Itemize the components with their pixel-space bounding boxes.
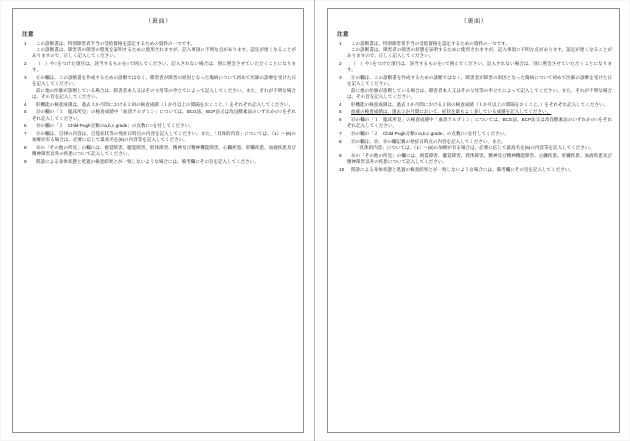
note-line: 前に他の医師が診断している場合は、障害者本人又はその父母等の申立てによって記入してください。また、それが不明な場合は、その旨を記入してください。 bbox=[347, 87, 612, 99]
note-number: 4 bbox=[24, 101, 27, 107]
note-text bbox=[347, 153, 612, 165]
list-item bbox=[21, 131, 296, 143]
note-line: ⑥の欄は、この診断書を作成するための診断ではなく、障害者が障害の原因となった傷病について初めて医師の診療を受けた日を記入してください。 bbox=[347, 75, 612, 87]
note-number: 8 bbox=[24, 145, 27, 151]
list-item bbox=[21, 145, 296, 157]
list-item bbox=[336, 75, 612, 100]
note-number: 8 bbox=[339, 139, 342, 144]
list-item bbox=[21, 123, 296, 129]
note-line: 「具体的内容」については、（1）～(6)の加療が有る場合は、必要に応じて最高名を(6)の内容等を記入してください。 bbox=[355, 145, 595, 151]
note-line: （ ）や○をつけた項目は、該当するものを○で囲んでください。記入されない場合は、別に照会させていただくことになります。 bbox=[347, 61, 612, 73]
note-text bbox=[347, 41, 612, 60]
note-line: ⑯の「その他の所見」の欄には、視覚障害、聴覚障害、肢体障害、精神及び精神機能障害、心臓疾患、肝臓疾患、血液疾患及び精神障害以外の疾患について記入してください。 bbox=[32, 145, 296, 157]
note-number: 5 bbox=[24, 109, 27, 115]
note-number: 7 bbox=[24, 131, 27, 137]
list-item bbox=[21, 75, 296, 100]
note-text bbox=[347, 61, 612, 73]
note-number: 2 bbox=[24, 61, 27, 67]
note-line: 血液の検査成績は、過去３か月間において、症状を最もよく表している成績を記入してください。 bbox=[351, 109, 552, 115]
note-number: 5 bbox=[339, 109, 342, 115]
note-number: 6 bbox=[24, 123, 27, 129]
note-line: ⑬の欄の「１ 臨床所見」の検査成績中「血清アルブミン」については、BCG法、BCP法又は改良酵素法のいずれかの○をそれぞれ記入してください。 bbox=[32, 109, 296, 121]
note-text bbox=[32, 159, 296, 165]
list-item bbox=[21, 61, 296, 73]
note-text bbox=[32, 131, 296, 143]
list-item bbox=[21, 41, 296, 60]
list-item bbox=[336, 131, 612, 137]
note-number: 3 bbox=[339, 75, 342, 81]
note-text bbox=[347, 102, 612, 108]
list-item bbox=[336, 109, 612, 115]
list-item bbox=[21, 159, 296, 165]
note-text bbox=[32, 41, 296, 60]
note-text bbox=[32, 109, 296, 121]
note-text bbox=[347, 131, 612, 137]
page-right-frame bbox=[327, 8, 620, 433]
note-number: 1 bbox=[24, 41, 27, 46]
note-line: ⑭の欄の「２ Child-Pugh分類のa,b,c grade」の点数に○を付してください。 bbox=[36, 123, 194, 129]
list-item bbox=[336, 167, 612, 173]
note-number: 9 bbox=[339, 153, 342, 158]
note-number: 9 bbox=[24, 159, 27, 165]
note-line: ⑭の欄の「２ Child-Pugh分類のa,b,c grade」の点数に○を付してください。 bbox=[351, 131, 509, 137]
list-item bbox=[336, 117, 612, 129]
list-item bbox=[336, 41, 612, 60]
page-right-notes-list bbox=[336, 41, 612, 173]
note-line: ⑮の欄は、⑬、⑭の欄記載の発症日時点の内容を記入してください。また、 bbox=[351, 139, 506, 144]
note-text bbox=[32, 123, 296, 129]
page-left-notes-title: 注意 bbox=[22, 32, 34, 38]
note-line: ⑬の欄の「１ 臨床所見」の検査成績中「血清アルブミン」については、BCG法、BCP法又は改良酵素法のいずれかの○をそれぞれ記入してください。 bbox=[347, 117, 612, 129]
note-text bbox=[32, 75, 296, 100]
note-line: この診断書は、特別障害者手当の受給資格を認定するための資料の一つです。 bbox=[36, 41, 195, 46]
list-item bbox=[21, 102, 296, 108]
note-text bbox=[32, 145, 296, 157]
note-line: 問診による身体状態と処置の検査結果とが一致しないような場合には、備考欄にその旨を記入してください。 bbox=[36, 159, 259, 165]
page-left-frame bbox=[12, 8, 304, 433]
note-line: 肝機能の検査成績は、過去３か月間における２回の検査成績（１か月以上の間隔をおくこと。）をそれぞれ記入してください。 bbox=[351, 101, 609, 107]
note-line: ⑮の欄は、自律の内容は、自覚症状等の発症日時点の内容を記入してください。また、「具体的内容」については、（1）～(6)の加療が有る場合は、必要に応じて最高名を(6)の内容等を記入してください。 bbox=[32, 131, 296, 143]
note-text bbox=[347, 139, 612, 151]
note-number: 3 bbox=[24, 75, 27, 81]
page-left-notes-list bbox=[21, 41, 296, 165]
note-text bbox=[32, 61, 296, 73]
note-text bbox=[347, 109, 612, 115]
note-text bbox=[347, 75, 612, 100]
page-right-notes-title: 注意 bbox=[337, 32, 349, 38]
note-line: ⑥の欄は、この診断書を作成するための診断ではなく、障害者が障害の原因となった傷病について初めて医師の診療を受けた日を記入してください。 bbox=[32, 75, 296, 87]
note-number: 10 bbox=[339, 167, 345, 172]
note-line: 前に他の医師が診断している場合は、障害者本人又はその父母等の申立てによって記入してください。また、それが不明な場合は、その旨を記入してください。 bbox=[32, 87, 296, 99]
list-item bbox=[336, 139, 612, 151]
note-text bbox=[32, 102, 296, 108]
list-item bbox=[336, 102, 612, 108]
note-number: 6 bbox=[339, 117, 342, 123]
page-right-header: （裏面） bbox=[460, 18, 488, 25]
note-line: ⑯の「その他の所見」の欄には、視覚障害、聴覚障害、肢体障害、精神及び精神機能障害、心臓疾患、肝臓疾患、血液疾患及び精神障害以外の疾患について記入してください。 bbox=[347, 153, 612, 165]
note-text bbox=[347, 117, 612, 129]
note-line: 肝機能の検査成績は、過去３か月間における２回の検査成績（１か月以上の間隔をおくこと。）をそれぞれ記入してください。 bbox=[36, 101, 294, 107]
note-line: この診断書は、障害者の障害の状態を証明するために使用されますが、記入事項に不明な点があります。認定が遅くなることがありますので、正しく記入してください。 bbox=[347, 47, 612, 59]
list-item bbox=[21, 109, 296, 121]
note-number: 1 bbox=[339, 41, 342, 46]
note-text bbox=[347, 167, 612, 173]
note-line: この診断書は、障害者の障害の程度を証明するために使用されますが、記入事項に不明な点があります。認定が遅くなることがありますので、正しく記入してください。 bbox=[32, 47, 296, 59]
note-line: この診断書は、特別障害者手当の受給資格を認定するための資料の一つです。 bbox=[351, 41, 510, 46]
note-number: 4 bbox=[339, 101, 342, 107]
page-right bbox=[315, 0, 630, 441]
list-item bbox=[336, 61, 612, 73]
note-number: 7 bbox=[339, 131, 342, 137]
list-item bbox=[336, 153, 612, 165]
note-number: 2 bbox=[339, 61, 342, 67]
note-line: （ ）や○をつけた項目は、該当するものを○で囲んでください。記入されない場合は、別に照会させていただくことになります。 bbox=[32, 61, 296, 73]
note-line: 問診による身体状態と処置の検査結果とが一致しないような場合には、備考欄にその旨を記入してください。 bbox=[351, 167, 574, 172]
page-left-header: （裏面） bbox=[145, 18, 172, 25]
